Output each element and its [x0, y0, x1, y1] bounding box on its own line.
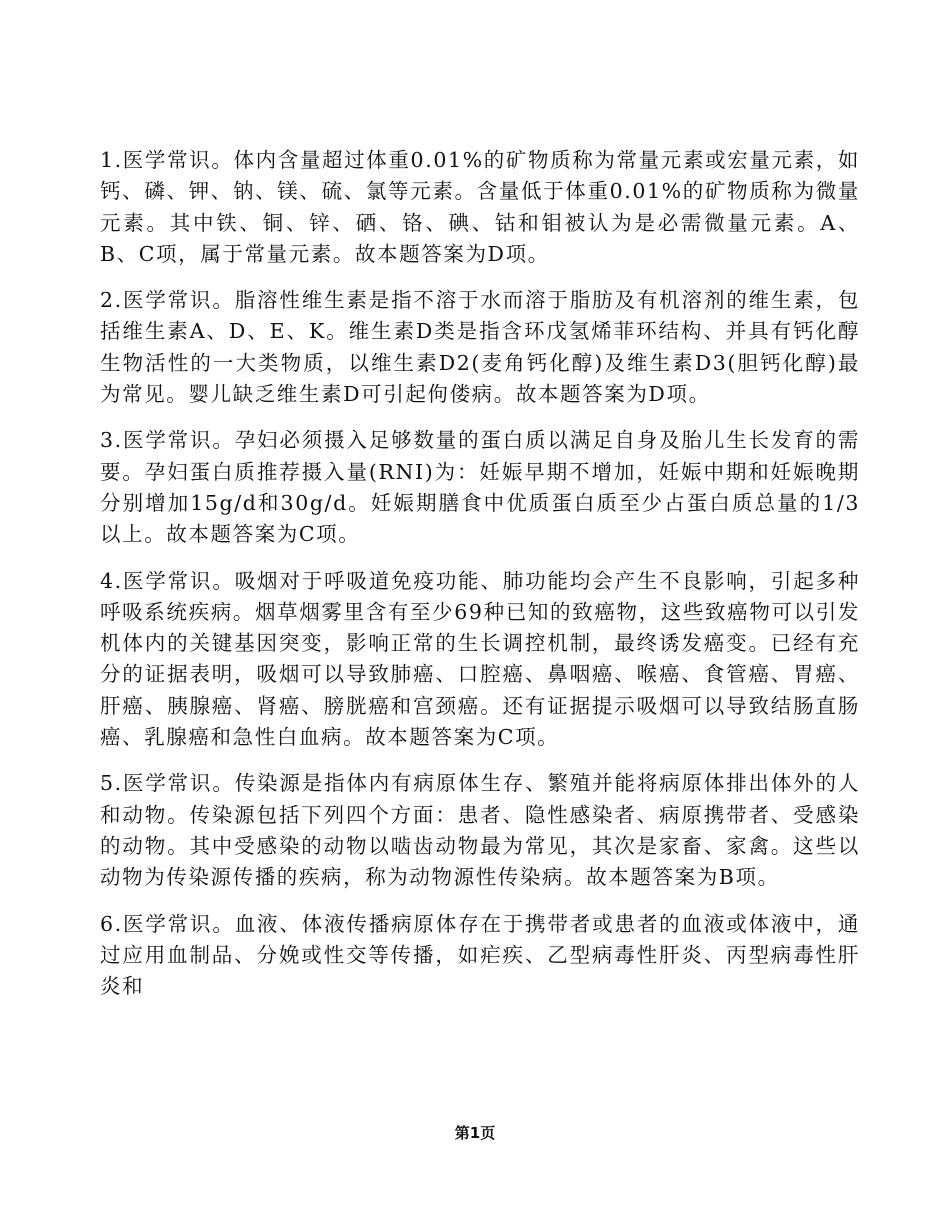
- explanation-paragraph-6: 6.医学常识。血液、体液传播病原体存在于携带者或患者的血液或体液中，通过应用血制品、分娩或性交等传播，如疟疾、乙型病毒性肝炎、丙型病毒性肝炎和: [100, 911, 860, 999]
- explanation-paragraph-4: 4.医学常识。吸烟对于呼吸道免疫功能、肺功能均会产生不良影响，引起多种呼吸系统疾病。烟草烟雾里含有至少69种已知的致癌物，这些致癌物可以引发机体内的关键基因突变，影响正常的生长调控机制，最终诱发癌变。已经有充分的证据表明，吸烟可以导致肺癌、口腔癌、鼻咽癌、喉癌、食管癌、胃癌、肝癌、胰腺癌、肾癌、膀胱癌和宫颈癌。还有证据提示吸烟可以导致结肠直肠癌、乳腺癌和急性白血病。故本题答案为C项。: [100, 568, 860, 750]
- explanation-paragraph-3: 3.医学常识。孕妇必须摄入足够数量的蛋白质以满足自身及胎儿生长发育的需要。孕妇蛋白质推荐摄入量(RNI)为：妊娠早期不增加，妊娠中期和妊娠晚期分别增加15g/d和30g/d。妊娠期膳食中优质蛋白质至少占蛋白质总量的1/3以上。故本题答案为C项。: [100, 428, 860, 547]
- explanation-paragraph-5: 5.医学常识。传染源是指体内有病原体生存、繁殖并能将病原体排出体外的人和动物。传染源包括下列四个方面：患者、隐性感染者、病原携带者、受感染的动物。其中受感染的动物以啮齿动物最为常见，其次是家畜、家禽。这些以动物为传染源传播的疾病，称为动物源性传染病。故本题答案为B项。: [100, 771, 860, 890]
- answer-explanations: [100, 145, 860, 1017]
- page-number: 第1页: [454, 1124, 496, 1142]
- explanation-paragraph-1: 1.医学常识。体内含量超过体重0.01%的矿物质称为常量元素或宏量元素，如钙、磷、钾、钠、镁、硫、氯等元素。含量低于体重0.01%的矿物质称为微量元素。其中铁、铜、锌、硒、铬、碘、钴和钼被认为是必需微量元素。A、B、C项，属于常量元素。故本题答案为D项。: [100, 148, 860, 266]
- explanation-paragraph-2: 2.医学常识。脂溶性维生素是指不溶于水而溶于脂肪及有机溶剂的维生素，包括维生素A、D、E、K。维生素D类是指含环戊氢烯菲环结构、并具有钙化醇生物活性的一大类物质，以维生素D2(麦角钙化醇)及维生素D3(胆钙化醇)最为常见。婴儿缺乏维生素D可引起佝偻病。故本题答案为D项。: [100, 288, 860, 407]
